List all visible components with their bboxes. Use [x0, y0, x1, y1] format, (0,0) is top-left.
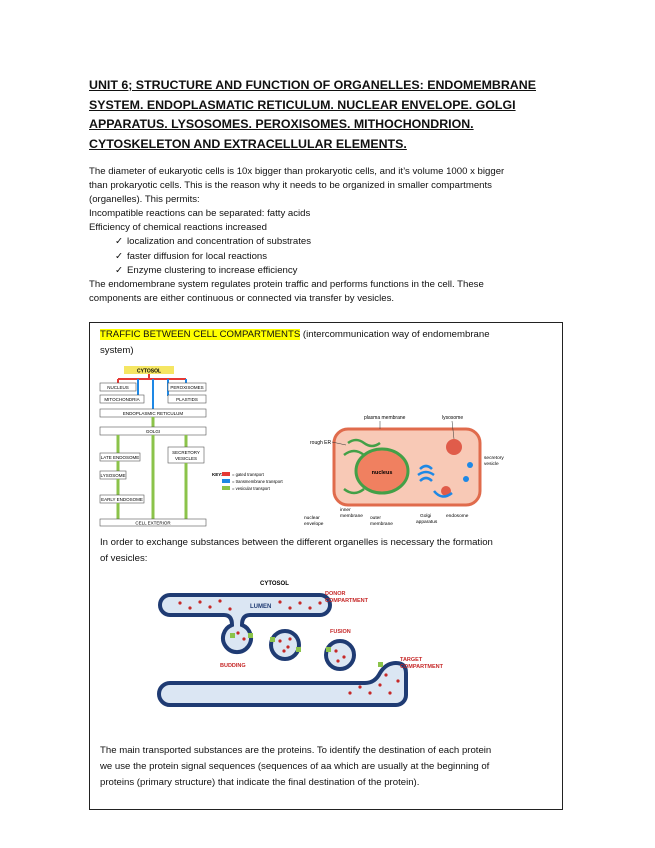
donor-text: DONOR: [325, 591, 346, 597]
target-compartment-text: COMPARTMENT: [400, 664, 443, 670]
intro-line: The endomembrane system regulates protein traffic and performs functions in the cell. These: [89, 278, 484, 290]
envelope-label: envelope: [304, 522, 324, 527]
key-label: KEY:: [212, 472, 223, 477]
golgi-text: Golgi: [420, 514, 432, 519]
vesicle-line: of vesicles:: [100, 553, 148, 564]
page-title: [89, 76, 569, 154]
lumen-text: LUMEN: [250, 604, 272, 610]
intro-line: The diameter of eukaryotic cells is 10x bigger than prokaryotic cells, and it’s volume 1000 x bigger: [89, 166, 505, 177]
cytosol-text: CYTOSOL: [260, 581, 289, 587]
target-text: TARGET: [400, 657, 423, 663]
lysosome-text: lysosome: [442, 415, 464, 421]
secretory-vesicle-label: secretory: [484, 456, 504, 461]
lysosome-label: LYSOSOME: [100, 473, 126, 478]
mitochondria-label: MITOCHONDRIA: [104, 397, 140, 402]
apparatus-text: apparatus: [416, 520, 438, 525]
early-endosome-label: EARLY ENDOSOME: [101, 497, 143, 502]
box-heading: TRAFFIC BETWEEN CELL COMPARTMENTS (intercommunication way of endomembrane: [100, 329, 490, 340]
plasma-membrane-label: plasma membrane: [364, 415, 406, 421]
highlighted-heading: TRAFFIC BETWEEN CELL COMPARTMENTS: [100, 329, 301, 340]
golgi-label: GOLGI: [145, 429, 161, 434]
outer-label: outer: [370, 516, 381, 521]
checklist-item: ✓ localization and concentration of substrates: [89, 235, 579, 249]
title-line: UNIT 6; STRUCTURE AND FUNCTION OF ORGANELLES: ENDOMEMBRANE: [89, 78, 536, 92]
intro-line: than prokaryotic cells. This is the reason why it needs to be organized in smaller compartments: [89, 180, 492, 192]
check-icon: ✓: [115, 250, 124, 262]
outer-membrane-label: membrane: [370, 522, 393, 527]
nuclear-label: nuclear: [304, 516, 320, 521]
nucleus-label: NUCLEUS: [107, 385, 129, 390]
vesicle-label: vesicle: [484, 462, 499, 467]
protein-line: The main transported substances are the proteins. To identify the destination of each protein: [100, 745, 492, 756]
traffic-box: [89, 322, 563, 810]
intro-line: Incompatible reactions can be separated: fatty acids: [89, 208, 311, 220]
cell-exterior-label: CELL EXTERIOR: [135, 520, 171, 526]
box-heading-cont: system): [100, 345, 134, 356]
intro-line: Efficiency of chemical reactions increased: [89, 222, 267, 234]
er-label: ENDOPLASMIC RETICULUM: [122, 411, 184, 416]
checklist-item: ✓ faster diffusion for local reactions: [89, 250, 579, 264]
secretory-label: SECRETORY: [172, 450, 200, 455]
protein-line: proteins (primary structure) that indicate the final destination of the protein).: [100, 777, 420, 788]
check-icon: ✓: [115, 236, 124, 248]
donor-compartment-text: COMPARTMENT: [325, 598, 368, 604]
fusion-text: FUSION: [330, 629, 351, 635]
nucleus-text: nucleus: [371, 470, 393, 476]
cell-diagram: [270, 409, 514, 527]
protein-line: we use the protein signal sequences (sequences of aa which are usually at the beginning of: [100, 761, 490, 772]
cytosol-label: CYTOSOL: [136, 368, 162, 375]
title-line: SYSTEM. ENDOPLASMATIC RETICULUM. NUCLEAR ENVELOPE. GOLGI: [89, 97, 516, 112]
title-line: APPARATUS. LYSOSOMES. PEROXISOMES. MITHOCHONDRION.: [89, 117, 474, 131]
key-gated: = gated transport: [232, 472, 264, 477]
plastids-label: PLASTIDS: [176, 397, 198, 402]
vesicles-label: VESICLES: [174, 456, 198, 461]
checklist-item: ✓ Enzyme clustering to increase efficiency: [89, 264, 579, 278]
late-endosome-label: LATE ENDOSOME: [100, 455, 140, 460]
intro-line: (organelles). This permits:: [89, 194, 200, 206]
rough-er-label: rough ER: [310, 440, 332, 446]
check-icon: ✓: [115, 264, 124, 276]
vesicle-line: In order to exchange substances between the different organelles is necessary the formation: [100, 537, 493, 548]
inner-label: inner: [340, 508, 351, 513]
endosome-text: endosome: [446, 514, 469, 519]
budding-text: BUDDING: [220, 663, 246, 669]
inner-membrane-label: membrane: [340, 514, 363, 519]
vesicle-diagram: [150, 575, 470, 725]
intro-line: components are either continuous or connected via transfer by vesicles.: [89, 292, 395, 304]
key-transmembrane: = transmembrane transport: [232, 479, 283, 484]
title-line: CYTOSKELETON AND EXTRACELLULAR ELEMENTS.: [89, 136, 407, 151]
peroxisomes-label: PEROXISOMES: [170, 385, 204, 390]
intro-paragraph: [89, 165, 579, 306]
key-vesicular: = vesicular transport: [232, 486, 270, 491]
